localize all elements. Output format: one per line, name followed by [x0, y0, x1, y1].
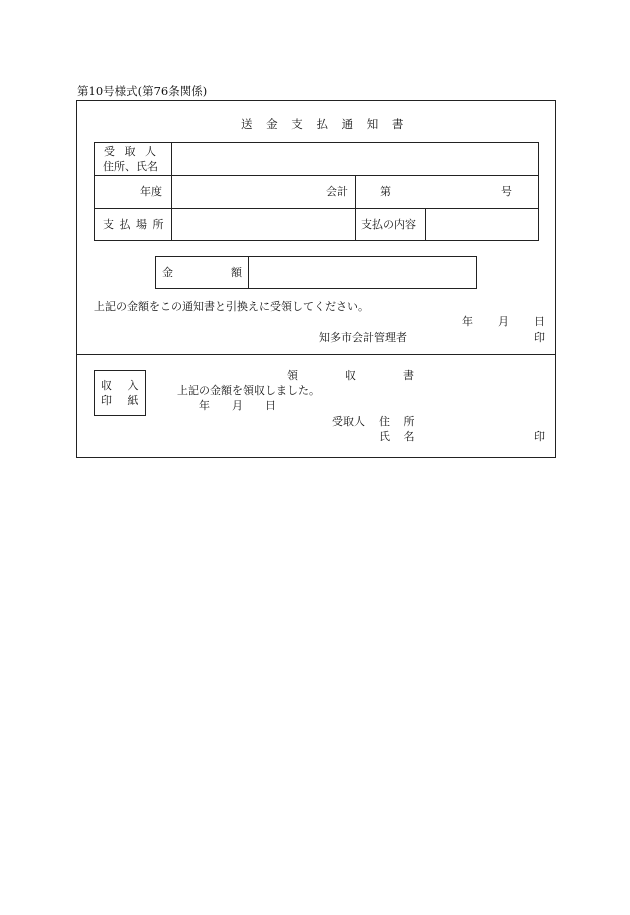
- section-divider: [76, 354, 556, 355]
- recipient-field[interactable]: [172, 143, 538, 175]
- receipt-date-day: 日: [265, 399, 276, 412]
- payment-content-label: 支払の内容: [361, 218, 416, 231]
- fiscal-year-label: 年度: [140, 185, 162, 198]
- receipt-name-field[interactable]: [420, 428, 530, 443]
- receipt-address-label: 住 所: [379, 415, 420, 428]
- notice-title: 送 金 支 払 通 知 書: [241, 117, 409, 131]
- account-label: 会計: [326, 185, 348, 198]
- notice-date-year: 年: [462, 315, 473, 328]
- amount-label-right: 額: [231, 266, 242, 279]
- receipt-name-label: 氏 名: [379, 430, 420, 443]
- receipt-title-char-1: 領: [287, 369, 298, 382]
- issuer-name: 知多市会計管理者: [319, 331, 407, 344]
- recipient-label-line-2: 住所、氏名: [103, 160, 158, 173]
- receipt-title-char-3: 書: [403, 369, 414, 382]
- revenue-stamp-box: [94, 370, 146, 416]
- receipt-date-year: 年: [199, 399, 210, 412]
- payment-place-label: 支 払 場 所: [103, 218, 165, 231]
- receipt-address-field[interactable]: [420, 413, 540, 428]
- receipt-date-month: 月: [232, 399, 243, 412]
- receipt-recipient-label: 受取人: [332, 415, 365, 428]
- notice-date-month: 月: [498, 315, 509, 328]
- payment-content-field[interactable]: [426, 209, 538, 240]
- receipt-seal-mark: 印: [534, 430, 545, 443]
- notice-date-day: 日: [534, 315, 545, 328]
- notice-statement: 上記の金額をこの通知書と引換えに受領してください。: [94, 300, 369, 313]
- fiscal-year-field[interactable]: [172, 176, 322, 208]
- revenue-stamp-line-1: 収 入: [101, 379, 145, 392]
- receipt-statement: 上記の金額を領収しました。: [177, 384, 320, 397]
- number-prefix: 第: [380, 185, 391, 198]
- payment-place-field[interactable]: [172, 209, 355, 240]
- form-number: 第10号様式(第76条関係): [77, 84, 208, 98]
- number-suffix: 号: [501, 185, 512, 198]
- revenue-stamp-line-2: 印 紙: [101, 394, 145, 407]
- notice-seal-mark: 印: [534, 331, 545, 344]
- info-col-divider-middle: [355, 175, 356, 241]
- number-field[interactable]: [395, 176, 495, 208]
- receipt-title-char-2: 収: [345, 369, 356, 382]
- amount-field[interactable]: [249, 257, 476, 288]
- recipient-label-line-1: 受 取 人: [104, 145, 159, 158]
- amount-label-left: 金: [162, 266, 173, 279]
